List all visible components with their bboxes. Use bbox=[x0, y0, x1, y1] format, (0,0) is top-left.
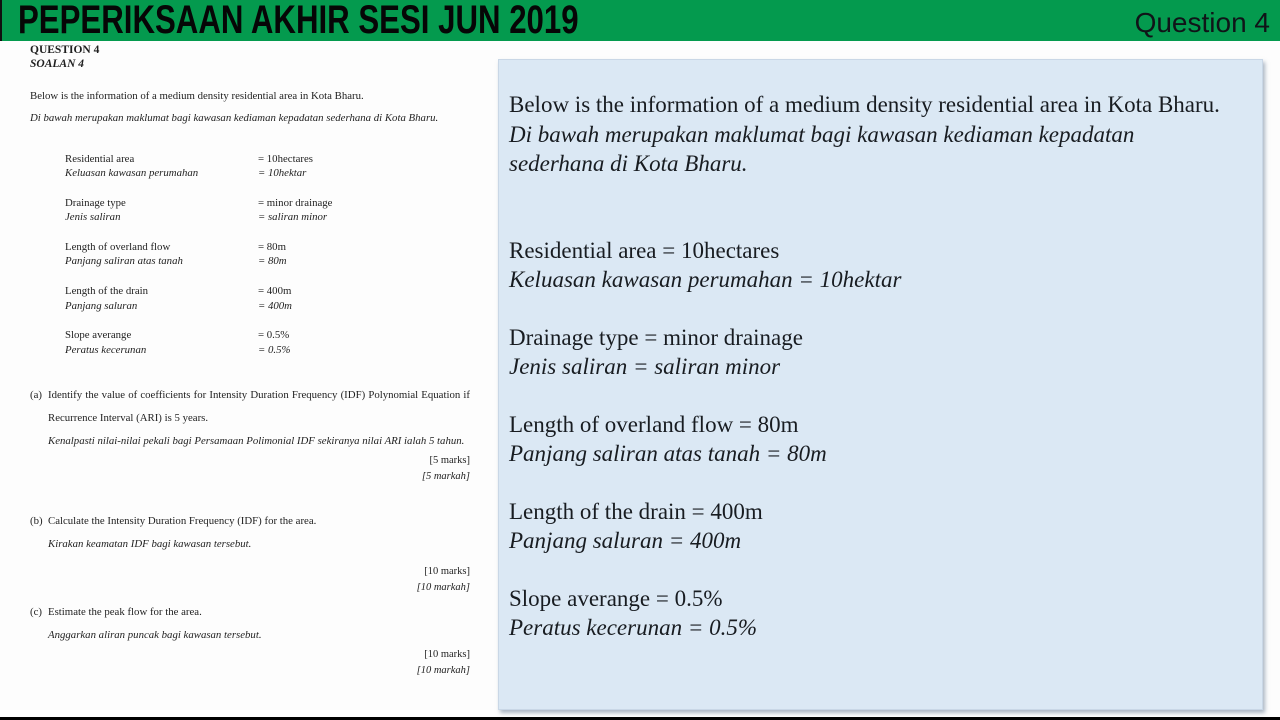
param-value-ms: = 0.5% bbox=[258, 343, 291, 356]
panel-item bbox=[509, 236, 1252, 295]
panel-item-en: Residential area = 10hectares bbox=[509, 237, 780, 263]
marks-en: [5 marks] bbox=[429, 455, 470, 467]
doc-intro-ms: Di bawah merupakan maklumat bagi kawasan kediaman kepadatan sederhana di Kota Bharu. bbox=[30, 112, 439, 124]
panel-item-ms: Panjang saliran atas tanah = 80m bbox=[509, 441, 827, 466]
left-edge-artifact bbox=[0, 0, 2, 41]
panel-intro bbox=[509, 90, 1252, 179]
panel-item-en: Length of the drain = 400m bbox=[509, 498, 763, 524]
param-label-en: Residential area bbox=[65, 152, 135, 165]
parameter-row bbox=[65, 240, 470, 269]
question-text-en: Calculate the Intensity Duration Frequency (IDF) for the area. bbox=[48, 515, 317, 528]
question-tag: (a) bbox=[30, 389, 42, 402]
question-text-ms: Anggarkan aliran puncak bagi kawasan tersebut. bbox=[48, 629, 262, 642]
param-value-ms: = saliran minor bbox=[258, 211, 328, 224]
question-part-b bbox=[30, 510, 470, 595]
param-label-ms: Jenis saliran bbox=[65, 211, 121, 224]
parameter-row bbox=[65, 152, 470, 181]
param-value-ms: = 10hektar bbox=[258, 167, 307, 180]
doc-intro-en: Below is the information of a medium density residential area in Kota Bharu. bbox=[30, 90, 364, 102]
panel-item-en: Slope averange = 0.5% bbox=[509, 585, 723, 611]
parameter-row bbox=[65, 196, 470, 225]
question-number-label: Question 4 bbox=[1134, 7, 1270, 38]
panel-intro-en: Below is the information of a medium density residential area in Kota Bharu. bbox=[509, 92, 1220, 117]
marks-ms: [10 markah] bbox=[416, 581, 470, 593]
param-value-en: = 400m bbox=[258, 285, 292, 298]
panel-item-ms: Peratus kecerunan = 0.5% bbox=[509, 615, 758, 640]
param-value-ms: = 400m bbox=[258, 299, 292, 312]
exam-paper bbox=[30, 41, 470, 678]
panel-item-en: Drainage type = minor drainage bbox=[509, 324, 803, 350]
panel-item bbox=[509, 497, 1252, 556]
marks-block bbox=[30, 647, 470, 678]
question-text-en: Identify the value of coefficients for Intensity Duration Frequency (IDF) Polynomial Equation if Recurrence Interval (ARI) is 5 years. bbox=[48, 389, 470, 425]
param-label-ms: Panjang saluran bbox=[65, 299, 138, 312]
marks-block bbox=[30, 453, 470, 484]
panel-item-en: Length of overland flow = 80m bbox=[509, 411, 799, 437]
panel-intro-ms: Di bawah merupakan maklumat bagi kawasan kediaman kepadatan sederhana di Kota Bharu. bbox=[509, 121, 1135, 176]
param-value-en: = 10hectares bbox=[258, 152, 313, 165]
marks-en: [10 marks] bbox=[424, 649, 470, 661]
param-value-en: = 80m bbox=[258, 240, 286, 253]
question-text-ms: Kenalpasti nilai-nilai pekali bagi Persamaan Polimonial IDF sekiranya nilai ARI ialah 5 tahun. bbox=[48, 435, 465, 448]
panel-item-ms: Panjang saluran = 400m bbox=[509, 528, 742, 553]
param-label-en: Length of overland flow bbox=[65, 240, 171, 253]
marks-block bbox=[30, 564, 470, 595]
question-text-ms: Kirakan keamatan IDF bagi kawasan tersebut. bbox=[48, 538, 252, 551]
param-label-ms: Panjang saliran atas tanah bbox=[65, 255, 183, 268]
param-label-ms: Keluasan kawasan perumahan bbox=[65, 167, 199, 180]
marks-ms: [5 markah] bbox=[421, 470, 470, 482]
parameter-row bbox=[65, 284, 470, 313]
marks-ms: [10 markah] bbox=[416, 664, 470, 676]
exam-title: PEPERIKSAAN AKHIR SESI JUN 2019 bbox=[18, 0, 579, 42]
param-label-en: Drainage type bbox=[65, 196, 126, 209]
parameter-list bbox=[65, 152, 470, 358]
question-part-a bbox=[30, 384, 470, 484]
doc-heading-ms: SOALAN 4 bbox=[30, 57, 84, 70]
param-label-en: Slope averange bbox=[65, 329, 132, 342]
header-bar bbox=[0, 0, 1280, 41]
doc-heading-en: QUESTION 4 bbox=[30, 44, 100, 56]
marks-en: [10 marks] bbox=[424, 566, 470, 578]
panel-item bbox=[509, 410, 1252, 469]
param-value-ms: = 80m bbox=[258, 255, 287, 268]
parameter-row bbox=[65, 328, 470, 357]
panel-item bbox=[509, 323, 1252, 382]
panel-item bbox=[509, 584, 1252, 643]
param-value-en: = minor drainage bbox=[258, 196, 333, 209]
panel-item-ms: Keluasan kawasan perumahan = 10hektar bbox=[509, 267, 902, 292]
param-label-en: Length of the drain bbox=[65, 285, 149, 298]
panel-item-ms: Jenis saliran = saliran minor bbox=[509, 354, 781, 379]
question-tag: (b) bbox=[30, 515, 43, 528]
magnified-info-panel bbox=[498, 59, 1263, 710]
question-tag: (c) bbox=[30, 606, 42, 619]
param-label-ms: Peratus kecerunan bbox=[65, 343, 147, 356]
question-text-en: Estimate the peak flow for the area. bbox=[48, 606, 202, 619]
question-part-c bbox=[30, 601, 470, 678]
param-value-en: = 0.5% bbox=[258, 329, 290, 342]
